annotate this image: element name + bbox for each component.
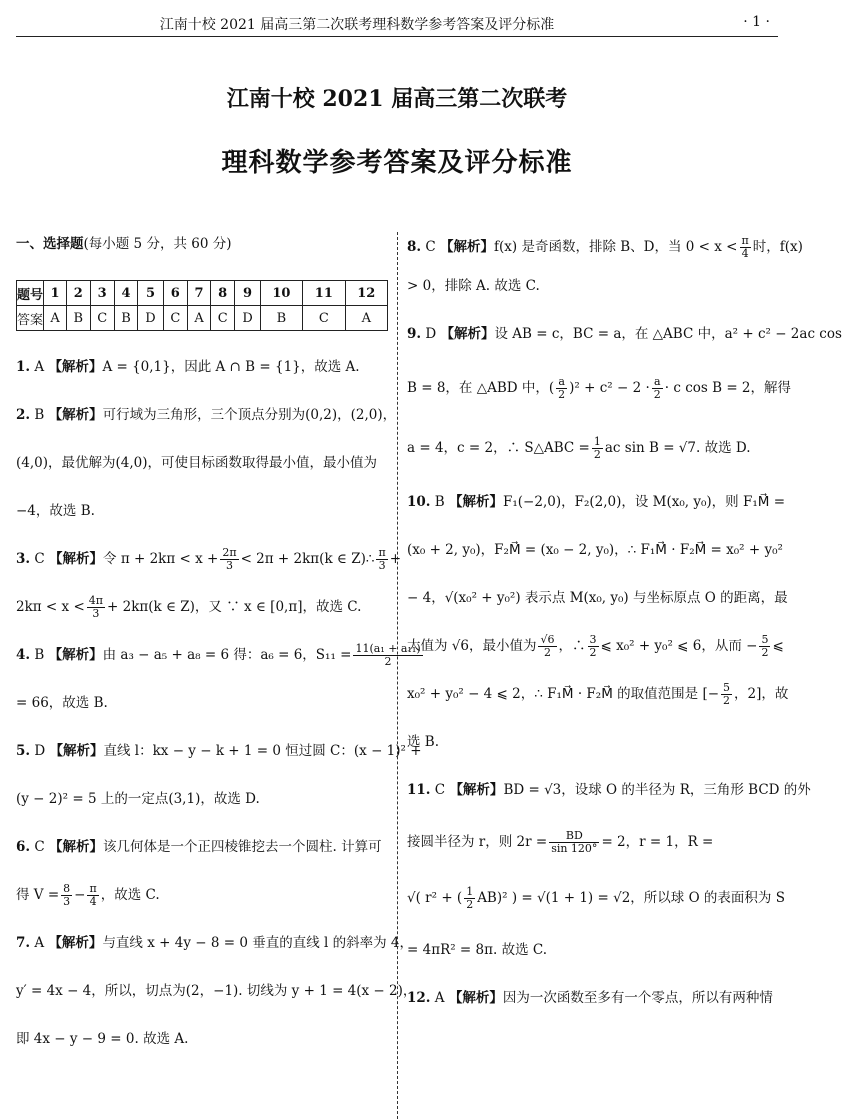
question-number: 3. (16, 551, 31, 567)
solution-text: 与直线 x + 4y − 8 = 0 垂直的直线 l 的斜率为 4， (102, 935, 413, 951)
solution-8 (407, 232, 803, 310)
table-cell: 10 (260, 281, 302, 306)
fraction-numerator: π (378, 546, 386, 559)
solution-text: a = 4，c = 2，∴ S△ABC = (407, 440, 590, 456)
analysis-tag: 【解析】 (49, 839, 104, 855)
question-number: 1. (16, 359, 31, 375)
solution-4 (16, 631, 421, 727)
right-column (407, 232, 842, 1022)
solution-text: ，2]，故 (734, 686, 789, 702)
table-cell: 8 (211, 281, 235, 306)
fraction-denominator: 2 (589, 646, 597, 659)
fraction (87, 883, 98, 908)
fraction-numerator: 5 (723, 681, 731, 694)
fraction (721, 682, 732, 707)
solution-text: A = {0,1}，因此 A ∩ B = {1}，故选 A. (102, 359, 360, 375)
solution-text: − 4，√(x₀² + y₀²) 表示点 M(x₀, y₀) 与坐标原点 O 的距离，最 (407, 590, 788, 606)
answer-letter: C (34, 839, 45, 855)
fraction-numerator: 8 (63, 882, 71, 895)
solution-text: 得 V = (16, 887, 60, 903)
fraction (759, 634, 770, 659)
solution-text: f(x) 是奇函数，排除 B、D，当 0 < x < (494, 239, 738, 255)
fraction (87, 595, 105, 620)
solution-7 (16, 919, 417, 1063)
solution-text: ⩽ (772, 638, 784, 654)
question-number: 2. (16, 407, 31, 423)
running-title: 江南十校 2021 届高三第二次联考理科数学参考答案及评分标准 (159, 17, 555, 33)
solution-text: + (389, 551, 401, 567)
row-header-number: 题号 (17, 281, 44, 306)
solution-text: 该几何体是一个正四棱锥挖去一个圆柱. 计算可 (103, 839, 382, 855)
solution-text: F₁(−2,0)，F₂(2,0)，设 M(x₀, y₀)，则 F₁M⃗ = (503, 494, 786, 510)
fraction (740, 235, 751, 260)
analysis-tag: 【解析】 (49, 551, 104, 567)
table-cell: B (260, 306, 302, 331)
fraction-denominator: 2 (558, 388, 566, 401)
analysis-tag: 【解析】 (48, 935, 103, 951)
answer-letter: B (434, 494, 445, 510)
solution-text: (x₀ + 2, y₀)，F₂M⃗ = (x₀ − 2, y₀)，∴ F₁M⃗ · F₂M⃗ = x₀² + y₀² (407, 542, 783, 558)
table-cell: C (90, 306, 114, 331)
fraction-numerator: π (89, 882, 97, 895)
question-number: 6. (16, 839, 31, 855)
answer-letter: D (425, 326, 437, 342)
answer-letter: B (34, 407, 45, 423)
analysis-tag: 【解析】 (449, 782, 504, 798)
table-cell: 2 (67, 281, 90, 306)
answer-letter: B (34, 647, 45, 663)
solution-10 (407, 478, 789, 766)
solution-text: ac sin B = √7. 故选 D. (604, 440, 751, 456)
solution-text: AB)² ) = √(1 + 1) = √2，所以球 O 的表面积为 S (477, 890, 785, 906)
page-number: · 1 · (743, 14, 770, 30)
fraction-denominator: 2 (466, 898, 474, 911)
question-number: 9. (407, 326, 422, 342)
solution-text: + 2kπ(k ∈ Z)，又 ∵ x ∈ [0,π]，故选 C. (107, 599, 362, 615)
solution-text: 即 4x − y − 9 = 0. 故选 A. (16, 1031, 189, 1047)
table-cell: 12 (345, 281, 387, 306)
fraction (464, 886, 475, 911)
analysis-tag: 【解析】 (48, 359, 103, 375)
solution-text: = 2，r = 1，R = (601, 834, 714, 850)
table-cell: 9 (235, 281, 260, 306)
fraction-numerator: 2π (222, 546, 237, 559)
question-number: 12. (407, 990, 431, 1006)
fraction-denominator: 3 (225, 559, 233, 572)
answer-letter: C (434, 782, 446, 798)
analysis-tag: 【解析】 (440, 239, 495, 255)
solution-6 (16, 823, 388, 919)
fraction (592, 436, 603, 461)
fraction-denominator: 3 (378, 559, 386, 572)
solution-text: ，∴ (558, 638, 586, 654)
solution-9 (407, 310, 842, 478)
table-cell: C (163, 306, 187, 331)
fraction-numerator: √6 (540, 633, 555, 646)
solution-text: < 2π + 2kπ(k ∈ Z)∴ (240, 551, 375, 567)
section-label: 一、选择题 (16, 236, 84, 252)
fraction-numerator: 11(a₁ + a₁₁) (355, 642, 421, 655)
solution-text: · c cos B = 2，解得 (664, 380, 792, 396)
solution-text: 2kπ < x < (16, 599, 85, 615)
solution-text: 可行域为三角形，三个顶点分别为(0,2)，(2,0)， (102, 407, 397, 423)
question-number: 4. (16, 647, 31, 663)
table-cell: B (67, 306, 90, 331)
solution-text: 时，f(x) (752, 239, 803, 255)
question-number: 10. (407, 494, 431, 510)
fraction (588, 634, 599, 659)
table-cell: 5 (138, 281, 163, 306)
table-cell: C (303, 306, 345, 331)
table-cell: A (187, 306, 210, 331)
solution-text: 接圆半径为 r，则 2r = (407, 834, 548, 850)
table-cell: D (138, 306, 163, 331)
solution-2 (16, 391, 397, 535)
fraction-denominator: 2 (653, 388, 661, 401)
solution-text: B = 8，在 △ABD 中，( (407, 380, 555, 396)
solution-3 (16, 535, 401, 631)
fraction-denominator: 3 (92, 607, 100, 620)
question-number: 11. (407, 782, 431, 798)
solution-text: )² + c² − 2 · (569, 380, 650, 396)
fraction-numerator: a (652, 376, 663, 389)
fraction-denominator: 3 (63, 895, 71, 908)
solution-text: 直线 l：kx − y − k + 1 = 0 恒过圆 C：(x − 1)² + (103, 743, 422, 759)
exam-title: 江南十校 2021 届高三第二次联考 (226, 86, 568, 112)
fraction-numerator: a (556, 376, 567, 389)
fraction-denominator: sin 120° (551, 842, 598, 855)
solution-11 (407, 766, 811, 974)
solution-text: x₀² + y₀² − 4 ⩽ 2，∴ F₁M⃗ · F₂M⃗ 的取值范围是 [− (407, 686, 720, 702)
analysis-tag: 【解析】 (440, 326, 495, 342)
fraction-denominator: 2 (723, 694, 731, 707)
solution-text: = 4πR² = 8π. 故选 C. (407, 942, 548, 958)
solution-text: √( r² + ( (407, 890, 463, 906)
analysis-tag: 【解析】 (49, 743, 104, 759)
table-cell: B (114, 306, 137, 331)
answer-letter: A (34, 359, 45, 375)
question-number: 8. (407, 239, 422, 255)
fraction-denominator: 2 (384, 655, 392, 668)
fraction (652, 376, 663, 401)
solution-text: 选 B. (407, 734, 440, 750)
solution-text: − (74, 887, 86, 903)
answer-letter: A (434, 990, 445, 1006)
table-row-answers (17, 306, 388, 331)
solution-text: 令 π + 2kπ < x + (103, 551, 219, 567)
table-cell: A (44, 306, 67, 331)
left-column (16, 232, 422, 1063)
analysis-tag: 【解析】 (449, 494, 504, 510)
solution-12 (407, 974, 783, 1022)
fraction-numerator: π (741, 234, 749, 247)
section-note: (每小题 5 分，共 60 分) (83, 236, 232, 252)
table-row-numbers (17, 281, 388, 306)
row-header-answer: 答案 (17, 306, 44, 331)
answer-table (16, 280, 388, 331)
solution-text: −4，故选 B. (16, 503, 95, 519)
solution-text: 因为一次函数至多有一个零点，所以有两种情 (502, 990, 773, 1006)
answer-letter: A (34, 935, 45, 951)
solution-text: ，故选 C. (100, 887, 160, 903)
solution-text: > 0，排除 A. 故选 C. (407, 278, 540, 294)
solution-text: = 66，故选 B. (16, 695, 108, 711)
question-number: 7. (16, 935, 31, 951)
solution-text: (4,0)，最优解为(4,0)，可使目标函数取得最小值，最小值为 (16, 455, 378, 471)
analysis-tag: 【解析】 (48, 407, 103, 423)
running-header (16, 10, 778, 37)
fraction-denominator: 2 (593, 448, 601, 461)
section-heading (16, 232, 388, 252)
solution-text: 由 a₃ − a₅ + a₈ = 6 得：a₆ = 6，S₁₁ = (102, 647, 352, 663)
solution-text: y′ = 4x − 4，所以，切点为(2，−1). 切线为 y + 1 = 4(x − 2)， (16, 983, 417, 999)
table-cell: C (211, 306, 235, 331)
fraction-numerator: 4π (88, 594, 103, 607)
solution-text: BD = √3，设球 O 的半径为 R，三角形 BCD 的外 (503, 782, 811, 798)
question-number: 5. (16, 743, 31, 759)
solution-text: (y − 2)² = 5 上的一定点(3,1)，故选 D. (16, 791, 260, 807)
table-cell: 11 (303, 281, 345, 306)
document-title: 理科数学参考答案及评分标准 (221, 148, 573, 178)
fraction-denominator: 2 (543, 646, 551, 659)
solution-text: 大值为 √6，最小值为 (407, 638, 537, 654)
fraction-numerator: BD (549, 830, 599, 843)
fraction-numerator: 1 (466, 885, 474, 898)
table-cell: 3 (90, 281, 114, 306)
table-cell: 1 (44, 281, 67, 306)
fraction (376, 547, 387, 572)
table-cell: D (235, 306, 260, 331)
analysis-tag: 【解析】 (48, 647, 103, 663)
table-cell: 4 (114, 281, 137, 306)
fraction-numerator: 5 (761, 633, 769, 646)
fraction (220, 547, 238, 572)
solution-1 (16, 343, 388, 391)
answer-letter: C (34, 551, 45, 567)
table-cell: A (345, 306, 387, 331)
analysis-tag: 【解析】 (448, 990, 503, 1006)
fraction-denominator: 2 (761, 646, 769, 659)
solution-text: 设 AB = c，BC = a，在 △ABC 中，a² + c² − 2ac cos (494, 326, 842, 342)
solution-text: ⩽ x₀² + y₀² ⩽ 6，从而 − (600, 638, 758, 654)
answer-letter: C (425, 239, 436, 255)
table-cell: 6 (163, 281, 187, 306)
answer-letter: D (34, 743, 46, 759)
fraction (556, 376, 567, 401)
fraction (549, 830, 599, 855)
fraction-numerator: 3 (589, 633, 597, 646)
fraction-denominator: 4 (89, 895, 97, 908)
fraction (538, 634, 556, 659)
table-cell: 7 (187, 281, 210, 306)
fraction-numerator: 1 (593, 435, 601, 448)
fraction (61, 883, 72, 908)
fraction-denominator: 4 (741, 247, 749, 260)
